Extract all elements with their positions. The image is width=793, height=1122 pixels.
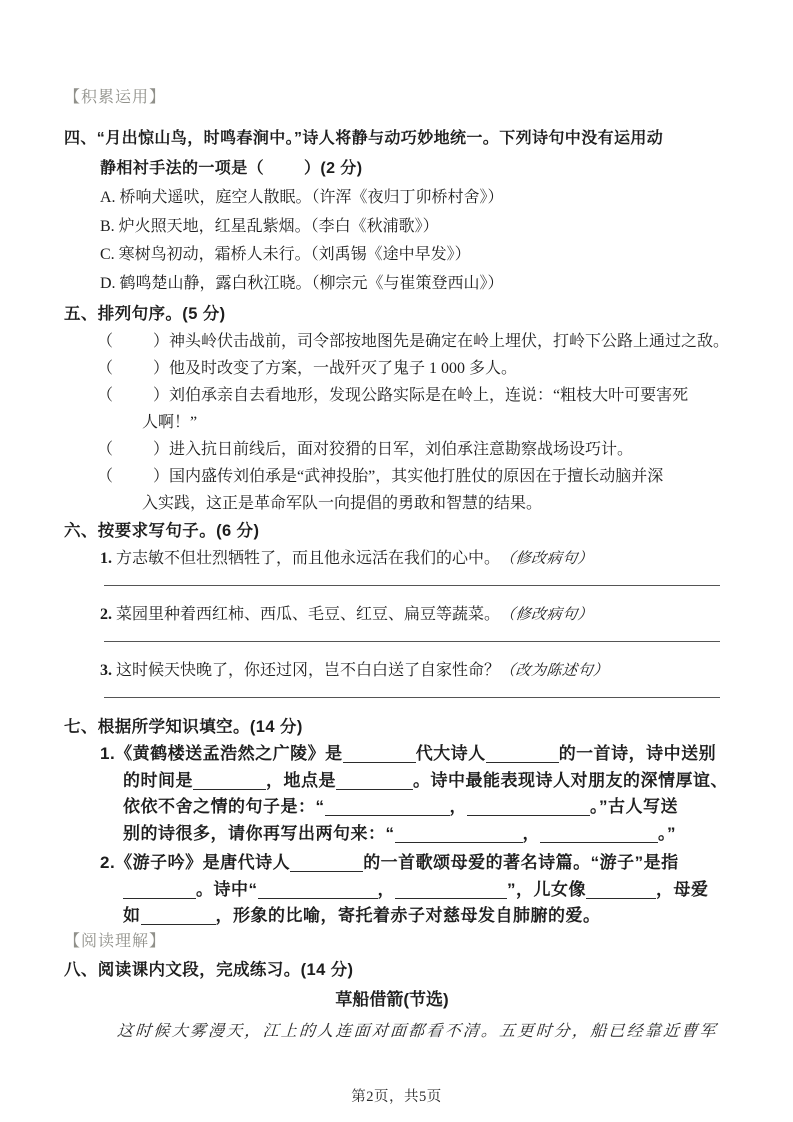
q6-heading: 六、按要求写句子。(6 分) [64, 522, 260, 540]
question-4 [64, 124, 720, 298]
passage-title: 草船借箭(节选) [335, 989, 449, 1009]
text-run: ）刘伯承亲自去看地形，发现公路实际是在岭上，连说：“粗枝大叶可要害死 [153, 387, 689, 404]
instruction-note: （修改病句） [499, 551, 594, 567]
q4-stem-line1: 四、“月出惊山鸟，时鸣春涧中。”诗人将静与动巧妙地统一。下列诗句中没有运用动 [64, 130, 664, 147]
text-run: ，地点是 [266, 770, 336, 790]
q4-option-c: C. 寒树鸟初动，霜桥人未行。（刘禹锡《途中早发》） [100, 246, 471, 263]
text-run: 《黄鹤楼送孟浩然之广陵》是 [115, 744, 343, 763]
q7-sub2-line1 [100, 850, 720, 877]
text-run: 《游子吟》是唐代诗人 [115, 853, 291, 872]
q5-item-2 [97, 355, 720, 382]
q5-item-3 [97, 382, 720, 409]
answer-blank [123, 881, 196, 899]
text-run: 这时候天快晚了，你还过冈，岂不白白送了自家性命？ [112, 662, 501, 679]
answer-blank [486, 745, 559, 763]
text-run: ， [449, 797, 467, 816]
q7-sub1-line3 [123, 794, 720, 821]
instruction-note: （修改病句） [499, 607, 594, 623]
question-7 [64, 713, 728, 930]
q4-option-b: B. 炉火照天地，红星乱紫烟。（李白《秋浦歌》） [100, 217, 439, 235]
text-run: ）国内盛传刘伯承是“武神投胎”，其实他打胜仗的原因在于擅长动脑并深 [153, 468, 664, 485]
q7-heading: 七、根据所学知识填空。(14 分) [64, 718, 303, 736]
q7-sub1-line2 [123, 768, 728, 795]
q7-sub2-line2 [123, 877, 720, 904]
q5-heading: 五、排列句序。(5 分) [64, 305, 226, 323]
text-run: ， [522, 823, 540, 843]
q5-item-1 [97, 328, 730, 355]
answer-blank [343, 745, 416, 763]
text-run: （ [97, 387, 114, 404]
q6-item-2 [100, 601, 720, 629]
text-run: 。” [658, 823, 676, 843]
q7-sub2 [64, 850, 720, 930]
q4-stem-line2 [100, 154, 720, 184]
section-header-reading: 【阅读理解】 [64, 932, 167, 950]
text-run: 。诗中“ [196, 879, 258, 899]
text-run: ）他及时改变了方案，一战歼灭了鬼子 1 000 多人。 [153, 360, 518, 377]
q6-answer-line-1 [104, 585, 720, 586]
answer-blank [467, 798, 590, 816]
answer-blank [325, 798, 450, 816]
question-8 [64, 956, 720, 1046]
text-run: ，母爱 [656, 879, 709, 899]
text-run: 代大诗人 [415, 744, 486, 763]
item-number: 2. [100, 606, 112, 623]
q7-sub1-line4 [123, 821, 720, 848]
q6-answer-line-2 [104, 641, 720, 642]
text-run: 的一首诗，诗中送别 [558, 744, 717, 763]
q7-sub2-line3 [123, 903, 720, 930]
text-run: 的时间是 [123, 770, 193, 790]
text-run: ， [377, 879, 395, 899]
q6-item-1 [100, 545, 720, 573]
answer-blank [290, 854, 363, 872]
answer-blank [540, 825, 658, 843]
question-6 [64, 517, 720, 698]
text-run: 的一首歌颂母爱的著名诗篇。“游子”是指 [363, 853, 679, 872]
text-run: ）进入抗日前线后，面对狡猾的日军，刘伯承注意勘察战场设巧计。 [153, 441, 634, 458]
text-run: 菜园里种着西红柿、西瓜、毛豆、红豆、扁豆等蔬菜。 [112, 606, 501, 623]
text-run: ）(2 分) [304, 160, 363, 177]
q5-item-5-cont: 入实践，这正是革命军队一向提倡的勇敢和智慧的结果。 [142, 495, 543, 512]
page-content [64, 86, 730, 1046]
text-run: 方志敏不但壮烈牺牲了，而且他永远活在我们的心中。 [112, 550, 501, 567]
text-run: 。”古人写送 [590, 797, 678, 816]
text-run: 。诗中最能表现诗人对朋友的深情厚谊、 [413, 770, 728, 790]
text-run: ，形象的比喻，寄托着赤子对慈母发自肺腑的爱。 [215, 906, 601, 925]
text-run: 静相衬手法的一项是（ [100, 160, 265, 177]
q4-option-a: A. 桥响犬遥吠，庭空人散眠。（许浑《夜归丁卯桥村舍》） [100, 189, 504, 206]
q4-option-d: D. 鹤鸣楚山静，露白秋江晓。（柳宗元《与崔策登西山》） [100, 274, 504, 292]
text-run: 别的诗很多，请你再写出两句来：“ [123, 823, 395, 843]
question-5 [64, 300, 730, 517]
text-run: 如 [123, 906, 141, 925]
answer-blank [395, 881, 507, 899]
q6-item-3 [100, 657, 720, 685]
q5-item-5 [97, 463, 720, 490]
answer-blank [395, 825, 523, 843]
text-run: ”，儿女像 [507, 879, 586, 899]
q5-item-4 [97, 436, 720, 463]
answer-blank [258, 881, 378, 899]
text-run: 依依不舍之情的句子是：“ [123, 797, 325, 816]
answer-blank [336, 772, 413, 790]
answer-blank [193, 772, 266, 790]
item-number: 1. [100, 744, 116, 763]
text-run: （ [97, 333, 114, 350]
item-number: 3. [100, 662, 112, 679]
page-number: 第2页，共5页 [351, 1089, 442, 1105]
text-run: （ [97, 468, 114, 485]
q7-sub1-line1 [100, 741, 720, 768]
section-header-accumulation: 【积累运用】 [64, 89, 167, 106]
answer-blank [586, 881, 656, 899]
text-run: （ [97, 360, 114, 377]
text-run: ）神头岭伏击战前，司令部按地图先是确定在岭上埋伏，打岭下公路上通过之敌。 [153, 333, 730, 350]
q4-options [64, 184, 720, 298]
q5-item-3-cont: 人啊！” [142, 414, 198, 431]
text-run: （ [97, 441, 114, 458]
item-number: 2. [100, 853, 116, 872]
q6-answer-line-3 [104, 697, 720, 698]
q8-heading: 八、阅读课内文段，完成练习。(14 分) [64, 960, 354, 979]
instruction-note: （改为陈述句） [499, 663, 610, 679]
item-number: 1. [100, 550, 112, 567]
answer-blank [141, 907, 216, 925]
passage-text: 这时候大雾漫天，江上的人连面对面都看不清。五更时分，船已经靠近曹军 [116, 1022, 719, 1040]
